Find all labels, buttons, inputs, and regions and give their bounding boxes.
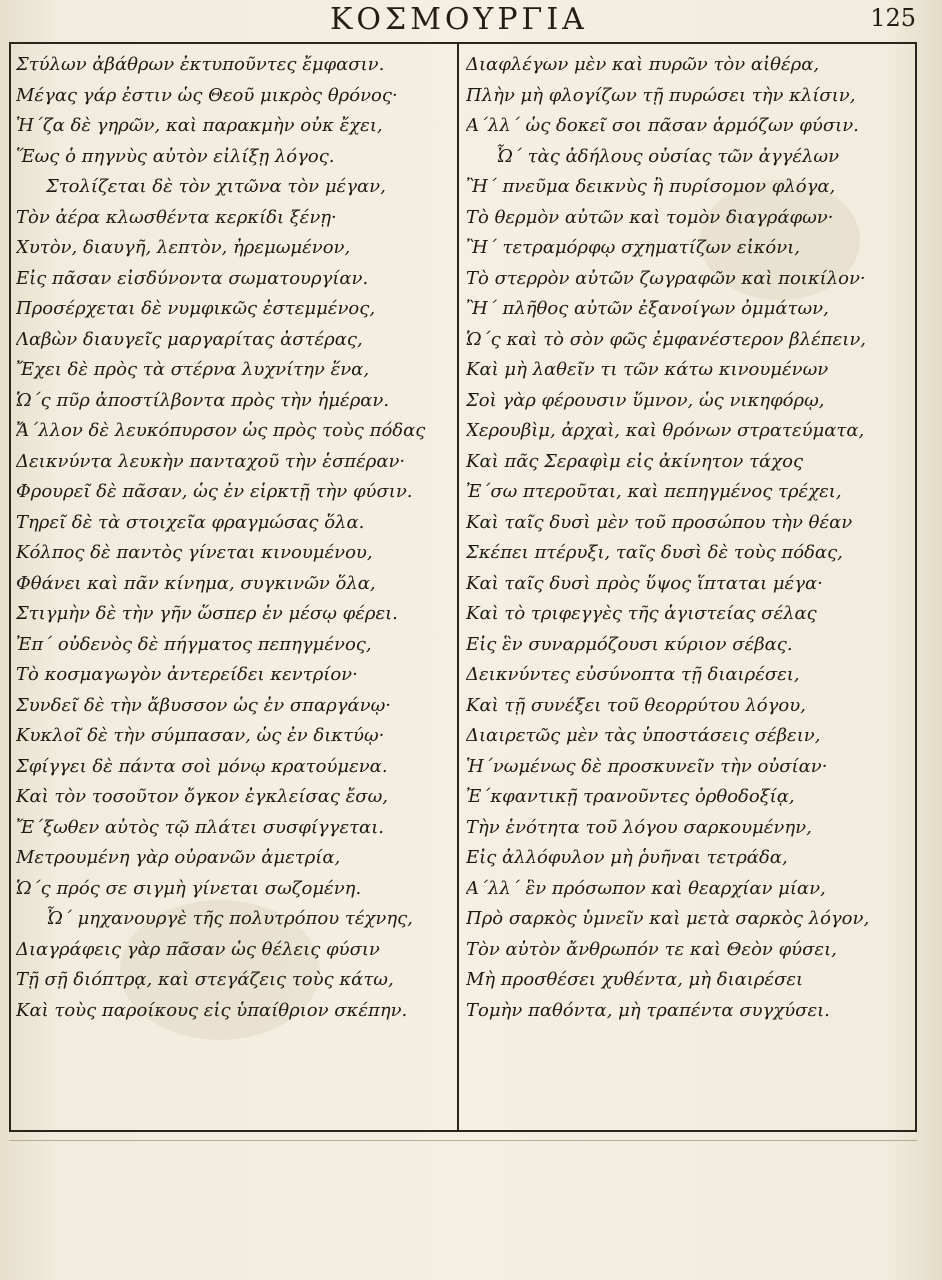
verse-line: Ἡ΄νωμένως δὲ προσκυνεῖν τὴν οὐσίαν· [466,755,828,777]
bottom-margin-rule [9,1140,917,1141]
verse-line: Καὶ ταῖς δυσὶ πρὸς ὕψος ἵπταται μέγα· [466,572,823,594]
verse-line: Α΄λλ΄ ὡς δοκεῖ σοι πᾶσαν ἁρμόζων φύσιν. [466,115,859,136]
verse-line: Καὶ τὸ τριφεγγὲς τῆς ἁγιστείας σέλας [466,603,817,624]
verse-line: Στολίζεται δὲ τὸν χιτῶνα τὸν μέγαν, [46,176,386,197]
verse-line: Τῇ σῇ διόπτρᾳ, καὶ στεγάζεις τοὺς κάτω, [16,969,394,990]
column-divider [457,44,459,1130]
right-column [466,50,912,1026]
verse-line: Ὦ΄ τὰς ἀδήλους οὐσίας τῶν ἀγγέλων [496,145,840,167]
verse-line: Ἢ΄ τετραμόρφῳ σχηματίζων εἰκόνι, [466,237,800,258]
verse-line: Τὸν ἀέρα κλωσθέντα κερκίδι ξένῃ· [16,206,337,228]
verse-line: Τὸ στερρὸν αὐτῶν ζωγραφῶν καὶ ποικίλον· [466,267,866,289]
verse-line: Διαφλέγων μὲν καὶ πυρῶν τὸν αἰθέρα, [466,54,820,75]
verse-line: Α΄λλ΄ ἓν πρόσωπον καὶ θεαρχίαν μίαν, [466,877,826,899]
verse-line: Προσέρχεται δὲ νυμφικῶς ἐστεμμένος, [16,298,376,319]
verse-line: Τὴν ἑνότητα τοῦ λόγου σαρκουμένην, [466,816,812,838]
verse-line: Σφίγγει δὲ πάντα σοὶ μόνῳ κρατούμενα. [16,755,388,777]
verse-line: Χερουβὶμ, ἀρχαὶ, καὶ θρόνων στρατεύματα, [466,420,865,441]
verse-line: Καὶ τοὺς παροίκους εἰς ὑπαίθριον σκέπην. [16,999,408,1021]
left-column [16,50,454,1026]
verse-line: Σοὶ γὰρ φέρουσιν ὕμνον, ὡς νικηφόρῳ, [466,389,825,411]
verse-line: Ὡ΄ς καὶ τὸ σὸν φῶς ἐμφανέστερον βλέπειν, [466,328,866,350]
verse-line: Πρὸ σαρκὸς ὑμνεῖν καὶ μετὰ σαρκὸς λόγον, [466,908,870,929]
verse-line: Ὦ΄ μηχανουργὲ τῆς πολυτρόπου τέχνης, [46,908,413,929]
verse-line: Τὸ κοσμαγωγὸν ἀντερείδει κεντρίον· [16,664,358,685]
verse-line: Σκέπει πτέρυξι, ταῖς δυσὶ δὲ τοὺς πόδας, [466,542,843,563]
verse-line: Ἐπ΄ οὐδενὸς δὲ πήγματος πεπηγμένος, [16,633,372,655]
verse-line: Ὡ΄ς πρός σε σιγμὴ γίνεται σωζομένη. [16,877,362,899]
verse-line: Τὸ θερμὸν αὐτῶν καὶ τομὸν διαγράφων· [466,206,834,228]
verse-line: Ἐ΄σω πτεροῦται, καὶ πεπηγμένος τρέχει, [466,481,842,502]
verse-line: Διαιρετῶς μὲν τὰς ὑποστάσεις σέβειν, [466,725,821,746]
verse-line: Τομὴν παθόντα, μὴ τραπέντα συγχύσει. [466,999,830,1021]
verse-line: Στύλων ἀβάθρων ἐκτυποῦντες ἔμφασιν. [16,54,385,75]
page-number: 125 [870,4,916,32]
verse-line: Μέγας γάρ ἐστιν ὡς Θεοῦ μικρὸς θρόνος· [16,84,398,106]
verse-line: Κυκλοῖ δὲ τὴν σύμπασαν, ὡς ἐν δικτύῳ· [16,725,385,746]
verse-line: Ἔχει δὲ πρὸς τὰ στέρνα λυχνίτην ἕνα, [16,359,370,380]
verse-line: Ἄ΄λλον δὲ λευκόπυρσον ὡς πρὸς τοὺς πόδας [16,420,426,441]
verse-line: Κόλπος δὲ παντὸς γίνεται κινουμένου, [16,542,373,563]
verse-line: Ἡ΄ζα δὲ γηρῶν, καὶ παρακμὴν οὐκ ἔχει, [16,115,383,136]
verse-line: Ἕως ὁ πηγνὺς αὐτὸν εἰλίξῃ λόγος. [16,145,335,167]
page-header [0,0,942,40]
verse-line: Καὶ μὴ λαθεῖν τι τῶν κάτω κινουμένων [466,359,829,380]
verse-line: Δεικνύντα λευκὴν πανταχοῦ τὴν ἑσπέραν· [16,450,406,472]
verse-line: Πλὴν μὴ φλογίζων τῇ πυρώσει τὴν κλίσιν, [466,84,856,106]
verse-line: Φρουρεῖ δὲ πᾶσαν, ὡς ἐν εἱρκτῇ τὴν φύσιν. [16,481,413,502]
verse-line: Φθάνει καὶ πᾶν κίνημα, συγκινῶν ὅλα, [16,572,376,594]
verse-line: Τὸν αὐτὸν ἄνθρωπόν τε καὶ Θεὸν φύσει, [466,938,837,960]
verse-line: Δεικνύντες εὐσύνοπτα τῇ διαιρέσει, [466,664,800,685]
verse-line: Καὶ τὸν τοσοῦτον ὄγκον ἐγκλείσας ἔσω, [16,786,388,807]
verse-line: Τηρεῖ δὲ τὰ στοιχεῖα φραγμώσας ὅλα. [16,511,365,533]
verse-line: Καὶ πᾶς Σεραφὶμ εἰς ἀκίνητον τάχος [466,450,804,472]
verse-line: Χυτὸν, διαυγῆ, λεπτὸν, ἠρεμωμένον, [16,237,351,258]
running-title: ΚΟΣΜΟΥΡΓΙΑ [330,2,588,37]
verse-line: Καὶ ταῖς δυσὶ μὲν τοῦ προσώπου τὴν θέαν [466,511,853,533]
verse-line: Καὶ τῇ συνέξει τοῦ θεορρύτου λόγου, [466,694,806,716]
verse-line: Μὴ προσθέσει χυθέντα, μὴ διαιρέσει [466,969,804,990]
verse-line: Διαγράφεις γὰρ πᾶσαν ὡς θέλεις φύσιν [16,938,380,960]
verse-line: Ὡ΄ς πῦρ ἀποστίλβοντα πρὸς τὴν ἡμέραν. [16,389,390,411]
verse-line: Λαβὼν διαυγεῖς μαργαρίτας ἀστέρας, [16,328,363,350]
verse-line: Ἐ΄κφαντικῇ τρανοῦντες ὀρθοδοξίᾳ, [466,786,795,807]
verse-line: Μετρουμένη γὰρ οὐρανῶν ἀμετρία, [16,847,341,868]
verse-line: Ἢ΄ πνεῦμα δεικνὺς ἢ πυρίσομον φλόγα, [466,176,836,197]
verse-line: Εἰς πᾶσαν εἰσδύνοντα σωματουργίαν. [16,267,369,289]
verse-line: Συνδεῖ δὲ τὴν ἄβυσσον ὡς ἐν σπαργάνῳ· [16,694,392,716]
verse-line: Ἔ΄ξωθεν αὐτὸς τῷ πλάτει συσφίγγεται. [16,816,384,838]
verse-line: Ἢ΄ πλῆθος αὐτῶν ἐξανοίγων ὀμμάτων, [466,298,829,319]
verse-line: Εἰς ἓν συναρμόζουσι κύριον σέβας. [466,633,793,655]
verse-line: Στιγμὴν δὲ τὴν γῆν ὥσπερ ἐν μέσῳ φέρει. [16,603,398,624]
verse-line: Εἰς ἀλλόφυλον μὴ ῥυῆναι τετράδα, [466,847,788,868]
